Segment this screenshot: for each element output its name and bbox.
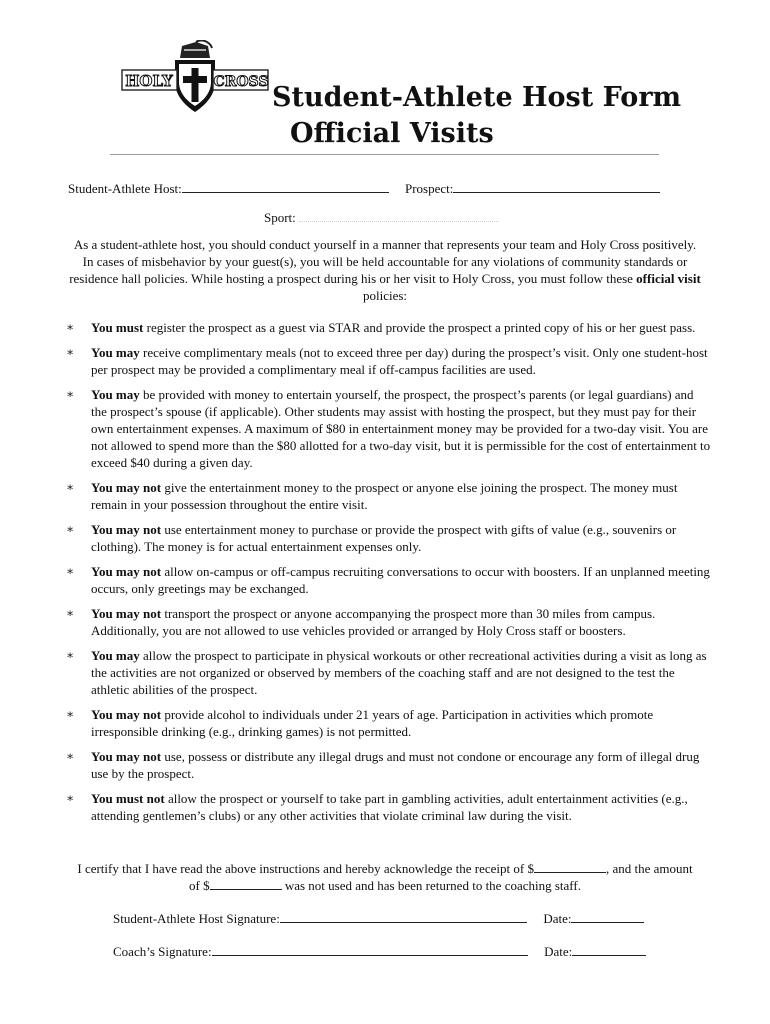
sport-field <box>264 209 499 226</box>
host-label: Student-Athlete Host: <box>68 181 182 196</box>
svg-text:CROSS: CROSS <box>213 74 269 90</box>
holy-cross-logo <box>120 40 270 115</box>
prospect-input[interactable] <box>453 180 660 193</box>
policy-lead: You may not <box>91 606 162 621</box>
coach-date-input[interactable] <box>572 943 646 956</box>
policy-item <box>62 647 712 698</box>
intro-paragraph <box>68 236 702 304</box>
host-signature-label: Student-Athlete Host Signature: <box>113 911 280 926</box>
title-line-2: Official Visits <box>290 118 494 149</box>
policy-item <box>62 748 712 782</box>
asterisk-bullet-icon: ∗ <box>66 387 75 401</box>
host-signature-input[interactable] <box>280 910 527 923</box>
intro-text: As a student-athlete host, you should conduct yourself in a manner that represents your team and Holy Cross positively. In cases of misbehavior by your guest(s), you will be held accountable for any violations of community standards or residence hall policies. While hosting a prospect during his or her visit to Holy Cross, you must follow these <box>69 237 697 286</box>
coach-signature-input[interactable] <box>212 943 528 956</box>
policy-text: receive complimentary meals (not to exceed three per day) during the prospect’s visit. Only one student-host per prospect may be provided a complimentary meal if off-campus facilities are used. <box>91 345 708 377</box>
policy-lead: You may <box>91 345 140 360</box>
policy-item <box>62 386 712 471</box>
policy-lead: You may <box>91 648 140 663</box>
asterisk-bullet-icon: ∗ <box>66 648 75 662</box>
policy-lead: You must not <box>91 791 165 806</box>
policy-item <box>62 706 712 740</box>
policy-lead: You must <box>91 320 144 335</box>
policy-list <box>62 319 712 832</box>
policy-item <box>62 563 712 597</box>
coach-date-label: Date: <box>544 944 573 959</box>
policy-lead: You may not <box>91 707 162 722</box>
policy-text: transport the prospect or anyone accompanying the prospect more than 30 miles from campus. Additionally, you are not allowed to use vehicles provided or arranged by Holy Cross staff or boosters. <box>91 606 656 638</box>
coach-signature-label: Coach’s Signature: <box>113 944 212 959</box>
receipt-amount-input[interactable] <box>534 860 606 873</box>
certification-statement <box>72 860 698 894</box>
intro-bold: official visit <box>636 271 701 286</box>
sport-input[interactable] <box>299 209 499 222</box>
asterisk-bullet-icon: ∗ <box>66 749 75 763</box>
policy-item <box>62 479 712 513</box>
crusader-shield-icon <box>120 40 270 115</box>
policy-item <box>62 344 712 378</box>
asterisk-bullet-icon: ∗ <box>66 606 75 620</box>
policy-text: be provided with money to entertain yourself, the prospect, the prospect’s parents (or legal guardians) and the prospect’s spouse (if applicable). Other students may assist with hosting the prospect, but they must pay for their own entertainment expenses. A maximum of $80 in entertainment money may be provided for a two-day visit. You are not allowed to spend more than the $80 allotted for a two-day visit, but it is permissible for the cost of entertainment to exceed $40 during a given day. <box>91 387 711 470</box>
host-input[interactable] <box>182 180 389 193</box>
policy-item <box>62 605 712 639</box>
policy-item <box>62 790 712 824</box>
policy-text: register the prospect as a guest via STAR and provide the prospect a printed copy of his or her guest pass. <box>143 320 696 335</box>
sport-label: Sport: <box>264 210 296 225</box>
coach-signature-row <box>113 943 646 960</box>
host-date-label: Date: <box>543 911 572 926</box>
asterisk-bullet-icon: ∗ <box>66 707 75 721</box>
asterisk-bullet-icon: ∗ <box>66 480 75 494</box>
policy-text: allow the prospect to participate in physical workouts or other recreational activities during a visit as long as the activities are not organized or observed by members of the coaching staff and are not designed to the test the athletic abilities of the prospect. <box>91 648 707 697</box>
cert-text-2: , and the amount of $ <box>189 861 693 893</box>
prospect-field <box>405 180 660 197</box>
svg-text:HOLY: HOLY <box>125 72 173 90</box>
returned-amount-input[interactable] <box>210 877 282 890</box>
asterisk-bullet-icon: ∗ <box>66 522 75 536</box>
intro-tail: policies: <box>362 288 408 303</box>
cert-text-3: was not used and has been returned to the coaching staff. <box>281 878 581 893</box>
header-divider <box>110 154 659 155</box>
asterisk-bullet-icon: ∗ <box>66 564 75 578</box>
policy-lead: You may not <box>91 564 162 579</box>
policy-text: give the entertainment money to the prospect or anyone else joining the prospect. The money must remain in your possession throughout the entire visit. <box>91 480 678 512</box>
policy-item <box>62 319 712 336</box>
policy-lead: You may not <box>91 749 162 764</box>
policy-lead: You may not <box>91 522 162 537</box>
policy-text: allow on-campus or off-campus recruiting conversations to occur with boosters. If an unplanned meeting occurs, only greetings may be exchanged. <box>91 564 710 596</box>
policy-text: allow the prospect or yourself to take part in gambling activities, adult entertainment activities (e.g., attending gentlemen’s clubs) or any other activities that violate criminal law during the visit. <box>91 791 688 823</box>
asterisk-bullet-icon: ∗ <box>66 320 75 334</box>
prospect-label: Prospect: <box>405 181 454 196</box>
form-title <box>272 80 681 152</box>
policy-item <box>62 521 712 555</box>
policy-text: provide alcohol to individuals under 21 years of age. Participation in activities which promote irresponsible drinking (e.g., drinking games) is not permitted. <box>91 707 654 739</box>
cert-text-1: I certify that I have read the above instructions and hereby acknowledge the receipt of $ <box>77 861 534 876</box>
policy-text: use, possess or distribute any illegal drugs and must not condone or encourage any form of illegal drug use by the prospect. <box>91 749 700 781</box>
host-date-input[interactable] <box>571 910 644 923</box>
policy-text: use entertainment money to purchase or provide the prospect with gifts of value (e.g., souvenirs or clothing). The money is for actual entertainment expenses only. <box>91 522 677 554</box>
policy-lead: You may not <box>91 480 162 495</box>
policy-lead: You may <box>91 387 140 402</box>
asterisk-bullet-icon: ∗ <box>66 791 75 805</box>
host-field <box>68 180 389 197</box>
title-line-1: Student-Athlete Host Form <box>272 82 682 113</box>
asterisk-bullet-icon: ∗ <box>66 345 75 359</box>
host-signature-row <box>113 910 644 927</box>
